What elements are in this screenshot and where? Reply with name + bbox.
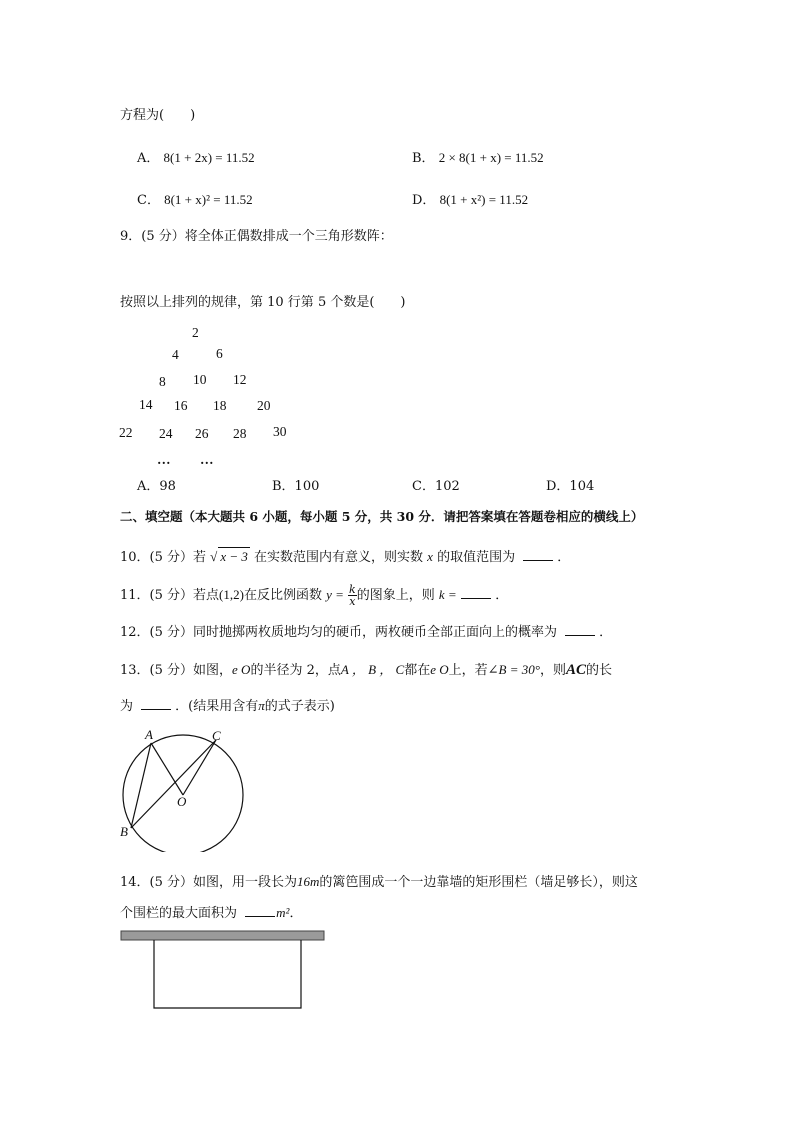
point-label-a: A <box>145 727 153 742</box>
q9-option-b: B．100 <box>272 479 320 494</box>
q13-circle-figure <box>110 722 260 852</box>
q11-k: k <box>438 587 445 602</box>
segment-ab <box>131 743 151 828</box>
triangle-number: 14 <box>139 397 153 412</box>
q8-option-b-expr: 2 × 8(1 + x) = 11.52 <box>438 150 544 165</box>
triangle-number: 2 <box>192 325 199 340</box>
q8-option-d <box>412 191 528 210</box>
q13-arc: AC <box>565 662 586 678</box>
q8-option-a <box>137 149 255 168</box>
q8-option-a-label: A． <box>137 151 160 166</box>
triangle-number: 16 <box>174 398 188 413</box>
point-label-o: O <box>177 794 187 809</box>
segment-oc <box>183 740 216 795</box>
point-label-c: C <box>212 728 221 743</box>
q8-option-a-expr: 8(1 + 2x) = 11.52 <box>163 150 255 165</box>
q11 <box>120 584 508 607</box>
triangle-number: 20 <box>257 398 271 413</box>
q8-option-c <box>137 191 253 210</box>
triangle-number: 28 <box>233 426 247 441</box>
ellipsis: … <box>200 452 214 467</box>
q11-fn-lhs: y = <box>326 587 344 602</box>
q14-text: 的篱笆围成一个一边靠墙的矩形围栏（墙足够长），则这 <box>319 875 638 890</box>
q14-length: 16m <box>297 874 320 889</box>
q13-pi: π <box>258 698 265 713</box>
q13-text: 的长 <box>585 663 612 678</box>
q9-stem: 9．(5 分）将全体正偶数排成一个三角形数阵： <box>120 229 393 244</box>
answer-blank <box>461 586 491 599</box>
q14-unit: m² <box>276 905 290 920</box>
q13-text: ．(结果用含有 <box>175 699 259 714</box>
q10-suffix: 的取值范围为 <box>437 550 516 565</box>
q11-fn-num: k <box>349 583 356 596</box>
q14-text: 个围栏的最大面积为 <box>120 906 238 921</box>
q13-points: A ， B ， C <box>340 662 405 677</box>
q11-prefix: 11．(5 分）若点 <box>120 588 220 603</box>
q9-option-a: A．98 <box>137 479 176 494</box>
q8-stem: 方程为( ) <box>120 108 196 123</box>
q14-text: 14．(5 分）如图，用一段长为 <box>120 875 298 890</box>
point-label-b: B <box>120 824 128 839</box>
section-heading: 二、填空题（本大题共 6 小题，每小题 5 分，共 30 分．请把答案填在答题卷相应的横线上） <box>120 509 644 524</box>
triangle-number: 8 <box>159 374 166 389</box>
q8-option-d-expr: 8(1 + x²) = 11.52 <box>439 192 529 207</box>
q13-text: 的式子表示) <box>264 699 335 714</box>
q9-rule: 按照以上排列的规律，第 10 行第 5 个数是( ) <box>120 295 406 310</box>
triangle-number: 10 <box>193 372 207 387</box>
fence-rectangle <box>154 940 301 1008</box>
q11-middle: 在反比例函数 <box>243 588 322 603</box>
triangle-number: 4 <box>172 347 179 362</box>
triangle-number: 6 <box>216 346 223 361</box>
triangle-number: 30 <box>273 424 287 439</box>
triangle-number: 12 <box>233 372 247 387</box>
q11-point: (1,2) <box>219 587 244 602</box>
segment-ao <box>151 743 183 795</box>
q10-radicand: x − 3 <box>220 549 248 564</box>
wall <box>121 931 324 940</box>
q13-circle-symbol: e O <box>232 662 251 677</box>
q14-text: ． <box>289 906 303 921</box>
q13-text: 的半径为 2，点 <box>250 663 341 678</box>
answer-blank <box>141 697 171 710</box>
q14-fence-figure <box>120 930 326 1012</box>
q11-end: ． <box>495 588 509 603</box>
q13-text: ，则 <box>539 663 566 678</box>
q10-prefix: 10．(5 分）若 <box>120 550 207 565</box>
answer-blank <box>245 904 275 917</box>
triangle-number: 26 <box>195 426 209 441</box>
q8-option-c-label: C． <box>137 193 160 208</box>
q13-text: 上，若 <box>448 663 488 678</box>
q13-text: 为 <box>120 699 134 714</box>
ellipsis: … <box>157 452 171 467</box>
q8-option-c-expr: 8(1 + x)² = 11.52 <box>164 192 253 207</box>
answer-blank <box>523 548 553 561</box>
q9-option-d: D．104 <box>546 479 595 494</box>
q11-after: 的图象上，则 <box>356 588 435 603</box>
q12-text: 12．(5 分）同时抛掷两枚质地均匀的硬币，两枚硬币全部正面向上的概率为 <box>120 625 558 640</box>
answer-blank <box>565 623 595 636</box>
q13-line2 <box>120 697 335 716</box>
q8-option-d-label: D． <box>412 193 436 208</box>
q13-text: 都在 <box>404 663 431 678</box>
q14-line1 <box>120 873 638 892</box>
q11-fn-den: x <box>349 595 356 608</box>
q11-fraction <box>348 584 357 607</box>
q13-circle-symbol: e O <box>430 662 449 677</box>
q12-end: ． <box>599 625 613 640</box>
sqrt-sign: √ <box>210 549 218 564</box>
q11-eq: = <box>448 587 457 602</box>
q10-var: x <box>427 549 433 564</box>
triangle-number: 22 <box>119 425 133 440</box>
q8-option-b-label: B． <box>412 151 435 166</box>
q13-angle: ∠B = 30° <box>487 662 540 677</box>
q9-option-c: C．102 <box>412 479 460 494</box>
q10-middle: 在实数范围内有意义，则实数 <box>254 550 424 565</box>
q14-line2 <box>120 904 302 923</box>
triangle-number: 18 <box>213 398 227 413</box>
q8-option-b <box>412 149 544 168</box>
q10 <box>120 547 570 567</box>
q10-end: ． <box>557 550 571 565</box>
segment-bc <box>131 740 216 828</box>
triangle-number: 24 <box>159 426 173 441</box>
q13-line1 <box>120 661 612 680</box>
q12 <box>120 623 612 642</box>
q13-text: 13．(5 分）如图， <box>120 663 233 678</box>
